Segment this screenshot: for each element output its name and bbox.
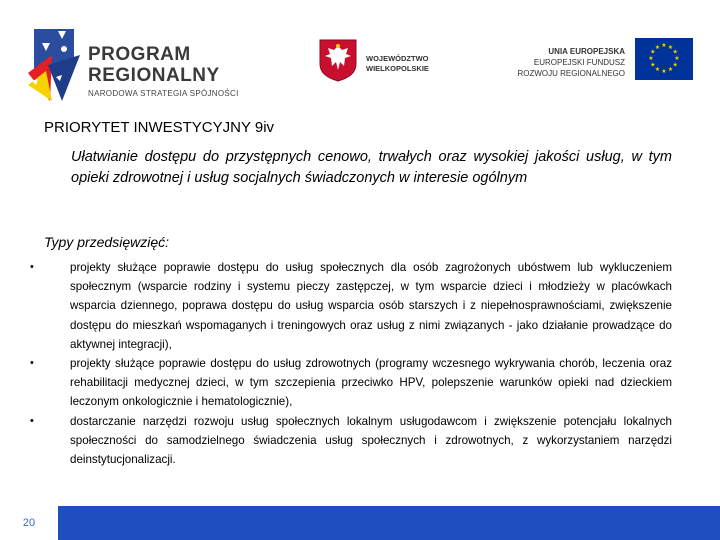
eu-logo-line2: EUROPEJSKI FUNDUSZ (533, 58, 625, 67)
types-label: Typy przedsięwzięć: (44, 234, 170, 250)
svg-text:★: ★ (672, 61, 678, 69)
bullet-icon: • (30, 261, 34, 273)
program-regionalny-mark-icon (28, 25, 86, 101)
footer (0, 506, 720, 540)
svg-text:★: ★ (650, 48, 656, 56)
bullet-icon: • (30, 357, 34, 370)
priority-subtitle: Ułatwianie dostępu do przystępnych cenowo, trwałych oraz wysokiej jakości usług, w tym opieki zdrowotnej i usług socjalnych świadczonych w interesie ogólnym (71, 149, 672, 186)
eu-logo-line1: UNIA EUROPEJSKA (548, 47, 625, 56)
page-number: 20 (0, 506, 58, 540)
project-types-list (30, 258, 672, 469)
region-logo-line2: WIELKOPOLSKIE (366, 64, 429, 73)
bullet-icon: • (30, 414, 34, 427)
region-logo-line1: WOJEWÓDZTWO (366, 54, 429, 63)
header-logos (0, 0, 720, 115)
list-item-text: projekty służące poprawie dostępu do usług zdrowotnych (programy wczesnego wykrywania chorób, leczenia oraz rehabilitacji medycznej dzieci, w tym szczepienia przeciwko HPV, polepszenie warunków opieki nad dzieckiem leczonym onkologicznie i hematologicznie), (70, 357, 672, 409)
program-regionalny-logo (28, 25, 278, 105)
svg-text:★: ★ (654, 66, 661, 74)
svg-text:★: ★ (650, 61, 656, 69)
list-item-text: projekty służące poprawie dostępu do usług społecznych dla osób zagrożonych ubóstwem lub wykluczeniem społecznym (wsparcie rodziny i systemu pieczy zastępczej, w tym wsparcie dzieci i młodzieży w placówkach wsparcia dziennego, poprawa dostępu do usług wsparcia osób starszych i z niepełnosprawnościami, zwiększenie dostępu do mieszkań wspomaganych i treningowych oraz usług z nimi związanych - jako działanie prowadzące do aktywnej integracji), (70, 261, 672, 351)
svg-text:★: ★ (654, 43, 661, 51)
svg-text:★: ★ (648, 55, 654, 62)
svg-text:★: ★ (672, 48, 678, 56)
list-item (30, 412, 672, 470)
eu-logo-line3: ROZWOJU REGIONALNEGO (517, 69, 625, 78)
eu-flag-icon (635, 38, 693, 80)
program-logo-line1: PROGRAM (88, 44, 191, 65)
eagle-coat-of-arms-icon (318, 38, 358, 82)
list-item-text: dostarczanie narzędzi rozwoju usług społecznych lokalnym usługodawcom i zwiększenie potencjału lokalnych społeczności do samodzielnego świadczenia usług społecznych i zdrowotnych, z wykorzystaniem narzędzi deinstytucjonalizacji. (70, 414, 672, 467)
svg-text:★: ★ (667, 43, 674, 51)
svg-text:★: ★ (661, 68, 667, 75)
program-logo-line2: REGIONALNY (88, 65, 220, 86)
list-item (30, 258, 672, 354)
region-logo-text (366, 54, 429, 74)
footer-bar (58, 506, 720, 540)
svg-text:★: ★ (667, 66, 674, 74)
eu-logo-text (495, 46, 625, 79)
priority-title: PRIORYTET INWESTYCYJNY 9iv (44, 119, 275, 136)
program-logo-subline: NARODOWA STRATEGIA SPÓJNOŚCI (88, 89, 239, 98)
svg-text:★: ★ (661, 42, 667, 49)
svg-text:★: ★ (674, 55, 680, 62)
list-item (30, 354, 672, 412)
